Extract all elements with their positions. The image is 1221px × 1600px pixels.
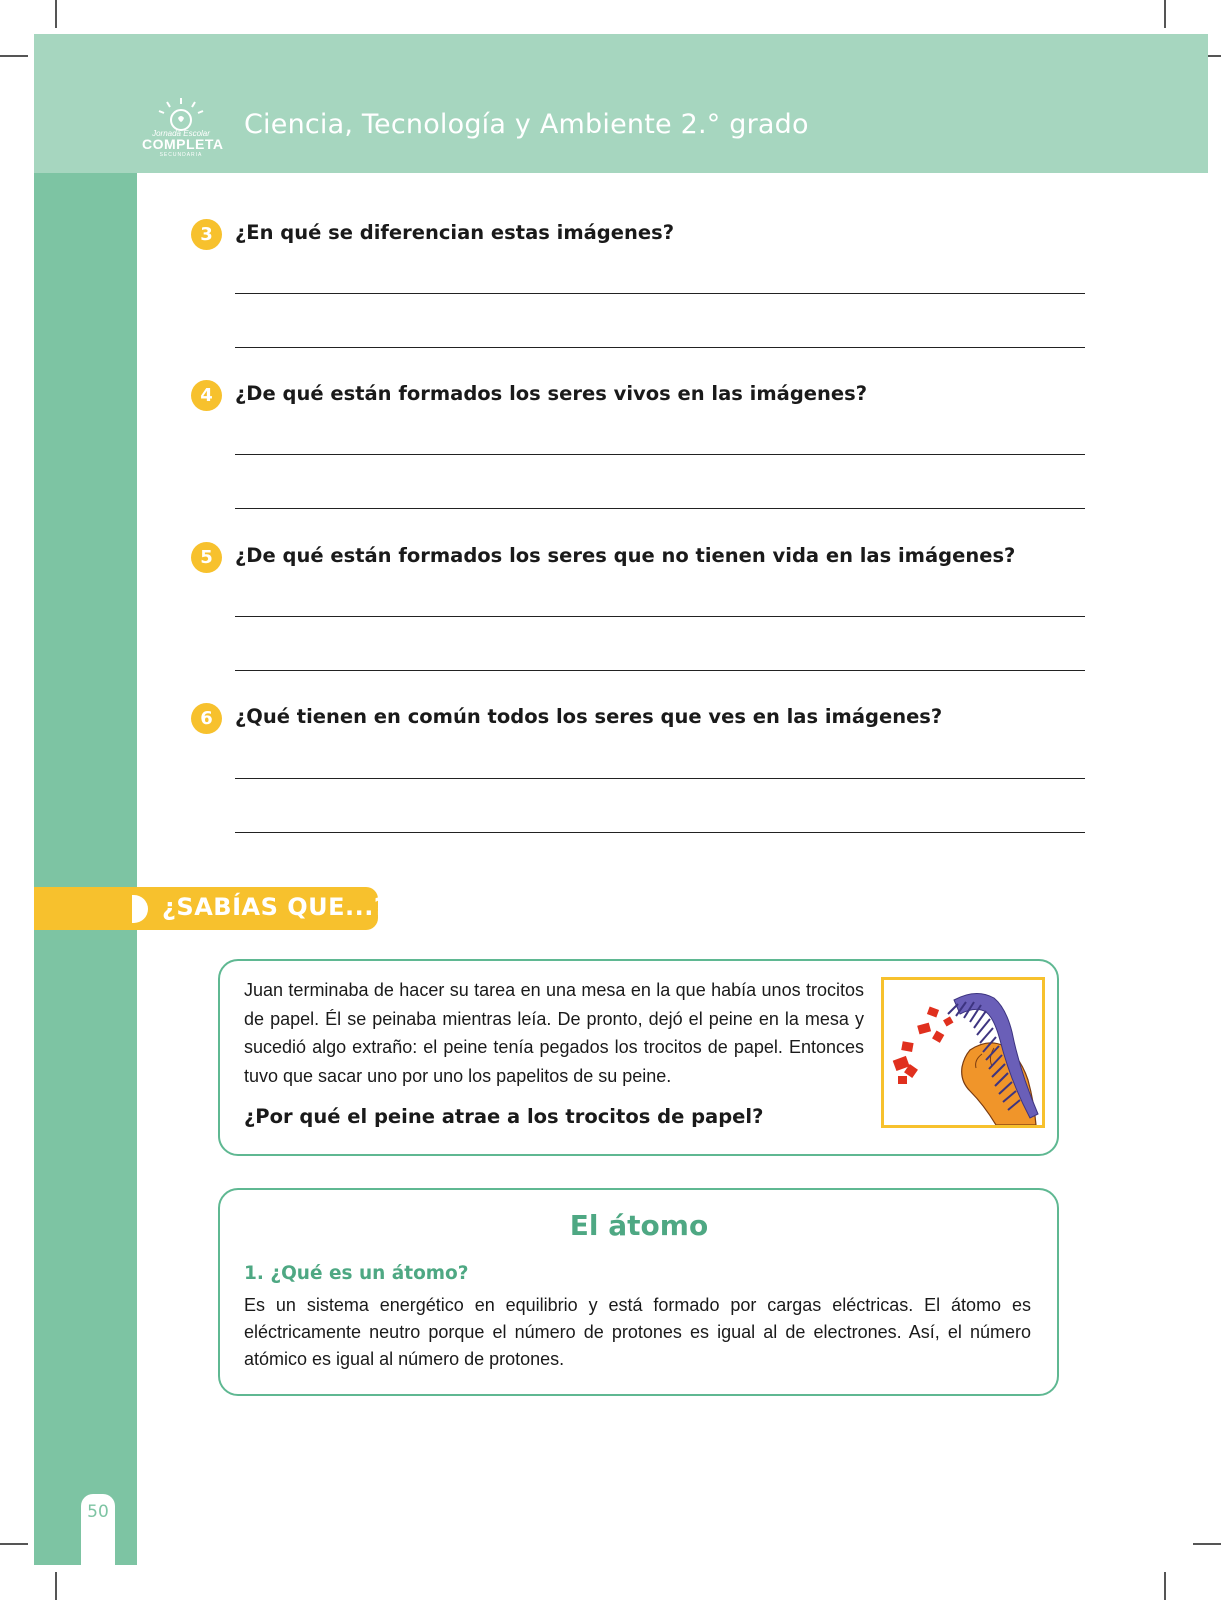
comb-hand-icon — [884, 980, 1042, 1125]
answer-line[interactable] — [235, 832, 1085, 833]
crop-mark — [55, 1572, 57, 1600]
question-number-badge: 4 — [191, 380, 222, 411]
answer-line[interactable] — [235, 616, 1085, 617]
atom-title: El átomo — [569, 1209, 709, 1242]
header-title: Ciencia, Tecnología y Ambiente 2.° grado — [244, 109, 809, 140]
atom-subtitle: 1. ¿Qué es un átomo? — [244, 1263, 469, 1284]
question-text: ¿En qué se diferencian estas imágenes? — [235, 221, 675, 244]
crop-mark — [1193, 1543, 1221, 1545]
comb-illustration — [881, 977, 1045, 1128]
crop-mark — [0, 55, 28, 57]
answer-line[interactable] — [235, 508, 1085, 509]
page-number: 50 — [87, 1502, 109, 1522]
answer-line[interactable] — [235, 293, 1085, 294]
question-number-badge: 6 — [191, 703, 222, 734]
crop-mark — [1164, 0, 1166, 28]
question-number-badge: 5 — [191, 542, 222, 573]
answer-line[interactable] — [235, 454, 1085, 455]
crop-mark — [1164, 1572, 1166, 1600]
answer-line[interactable] — [235, 347, 1085, 348]
crop-mark — [0, 1543, 28, 1545]
story-question: ¿Por qué el peine atrae a los trocitos de papel? — [244, 1105, 764, 1128]
answer-line[interactable] — [235, 670, 1085, 671]
logo — [142, 96, 224, 158]
answer-line[interactable] — [235, 778, 1085, 779]
atom-text: Es un sistema energético en equilibrio y está formado por cargas eléctricas. El átomo es eléctricamente neutro porque el número de protones es igual al de electrones. Así, el número atómico es igual al número de protones. — [244, 1295, 1031, 1369]
crop-mark — [55, 0, 57, 28]
question-text: ¿De qué están formados los seres vivos en las imágenes? — [235, 382, 868, 405]
question-number-badge: 3 — [191, 219, 222, 250]
story-text: Juan terminaba de hacer su tarea en una mesa en la que había unos trocitos de papel. Él se peinaba mientras leía. De pronto, dejó el peine en la mesa y sucedió algo extraño: el peine tenía pegados los trocitos de papel. Entonces tuvo que sacar uno por uno los papelitos de su peine. — [244, 980, 864, 1086]
logo-top-text: Jornada Escolar — [152, 129, 210, 138]
logo-sub-text: SECUNDARIA — [159, 152, 203, 158]
sabias-title: ¿SABÍAS QUE...? — [162, 893, 389, 921]
question-text: ¿Qué tienen en común todos los seres que ves en las imágenes? — [235, 705, 943, 728]
question-text: ¿De qué están formados los seres que no tienen vida en las imágenes? — [235, 544, 1016, 567]
logo-main-text: COMPLETA — [142, 136, 224, 152]
side-band — [34, 173, 137, 1565]
